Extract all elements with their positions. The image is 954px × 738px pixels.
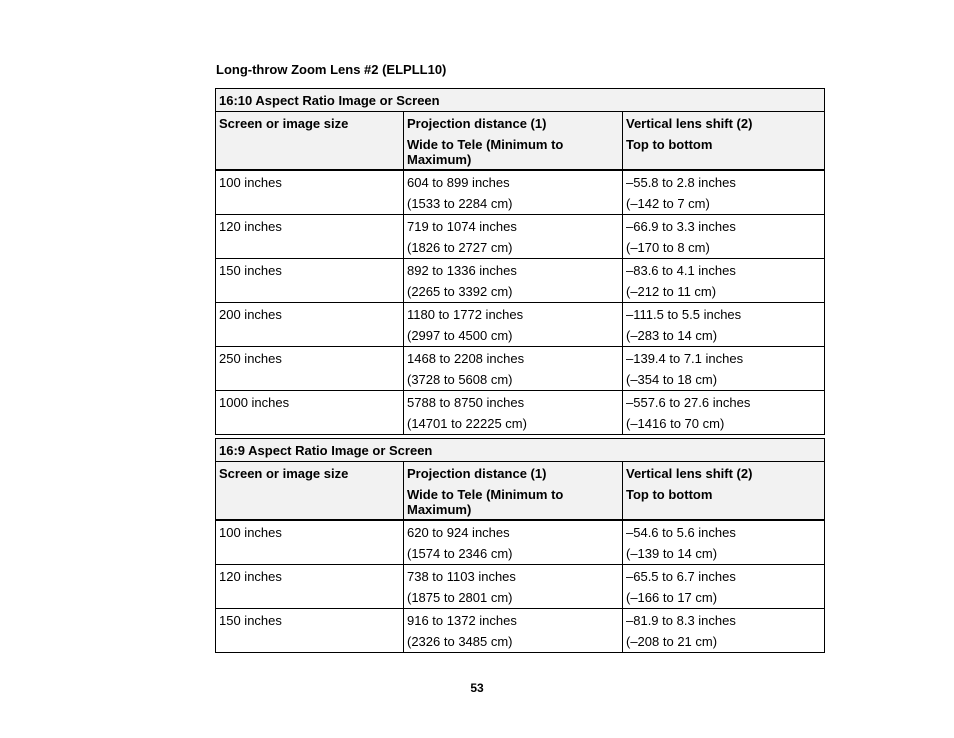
page-number: 53 (470, 681, 484, 695)
cell-screen-size (216, 215, 404, 259)
shift-inches: –65.5 to 6.7 inches (626, 569, 736, 584)
cell-lens-shift (623, 259, 825, 303)
column-header-projection-distance (404, 112, 623, 171)
table-caption: 16:9 Aspect Ratio Image or Screen (216, 439, 825, 462)
column-header-screen-size (216, 112, 404, 171)
cell-lens-shift (623, 215, 825, 259)
distance-cm: (1875 to 2801 cm) (407, 590, 513, 605)
distance-inches: 604 to 899 inches (407, 175, 510, 190)
cell-projection-distance (404, 170, 623, 215)
shift-inches: –66.9 to 3.3 inches (626, 219, 736, 234)
table-row (216, 520, 825, 565)
shift-inches: –139.4 to 7.1 inches (626, 351, 744, 366)
shift-inches: –83.6 to 4.1 inches (626, 263, 736, 278)
cell-projection-distance (404, 391, 623, 435)
shift-cm: (–139 to 14 cm) (626, 546, 718, 561)
shift-inches: –81.9 to 8.3 inches (626, 613, 736, 628)
shift-inches: –557.6 to 27.6 inches (626, 395, 751, 410)
table-row (216, 215, 825, 259)
column-header-lens-shift (623, 462, 825, 521)
cell-lens-shift (623, 609, 825, 653)
cell-projection-distance (404, 259, 623, 303)
table-row (216, 303, 825, 347)
header-text: Vertical lens shift (2) (626, 466, 753, 481)
cell-lens-shift (623, 565, 825, 609)
cell-lens-shift (623, 347, 825, 391)
screen-size-value: 100 inches (219, 175, 282, 190)
cell-screen-size (216, 609, 404, 653)
distance-cm: (1574 to 2346 cm) (407, 546, 513, 561)
distance-inches: 738 to 1103 inches (407, 569, 516, 584)
shift-cm: (–170 to 8 cm) (626, 240, 710, 255)
shift-cm: (–208 to 21 cm) (626, 634, 718, 649)
distance-cm: (1533 to 2284 cm) (407, 196, 513, 211)
distance-inches: 620 to 924 inches (407, 525, 510, 540)
header-subtext: Top to bottom (626, 487, 713, 502)
distance-cm: (2265 to 3392 cm) (407, 284, 513, 299)
distance-inches: 1180 to 1772 inches (407, 307, 524, 322)
screen-size-value: 150 inches (219, 613, 282, 628)
cell-screen-size (216, 520, 404, 565)
table-16-9-aspect (215, 438, 825, 653)
distance-cm: (14701 to 22225 cm) (407, 416, 527, 431)
cell-projection-distance (404, 215, 623, 259)
distance-cm: (3728 to 5608 cm) (407, 372, 513, 387)
header-subtext: Top to bottom (626, 137, 713, 152)
distance-inches: 719 to 1074 inches (407, 219, 517, 234)
header-subtext: Wide to Tele (Minimum to Maximum) (407, 487, 564, 517)
screen-size-value: 100 inches (219, 525, 282, 540)
table-row (216, 170, 825, 215)
cell-screen-size (216, 259, 404, 303)
header-text: Screen or image size (219, 116, 349, 131)
shift-cm: (–142 to 7 cm) (626, 196, 710, 211)
column-header-lens-shift (623, 112, 825, 171)
distance-cm: (2326 to 3485 cm) (407, 634, 513, 649)
header-text: Projection distance (1) (407, 466, 547, 481)
header-text: Screen or image size (219, 466, 349, 481)
distance-cm: (1826 to 2727 cm) (407, 240, 513, 255)
cell-projection-distance (404, 565, 623, 609)
column-header-screen-size (216, 462, 404, 521)
screen-size-value: 250 inches (219, 351, 282, 366)
shift-cm: (–354 to 18 cm) (626, 372, 718, 387)
shift-cm: (–212 to 11 cm) (626, 284, 717, 299)
shift-cm: (–1416 to 70 cm) (626, 416, 725, 431)
distance-cm: (2997 to 4500 cm) (407, 328, 513, 343)
header-subtext: Wide to Tele (Minimum to Maximum) (407, 137, 564, 167)
cell-projection-distance (404, 347, 623, 391)
cell-lens-shift (623, 170, 825, 215)
table-row (216, 259, 825, 303)
cell-lens-shift (623, 520, 825, 565)
cell-projection-distance (404, 609, 623, 653)
screen-size-value: 200 inches (219, 307, 282, 322)
table-16-10-aspect (215, 88, 825, 435)
column-header-projection-distance (404, 462, 623, 521)
screen-size-value: 120 inches (219, 219, 282, 234)
shift-inches: –54.6 to 5.6 inches (626, 525, 736, 540)
cell-screen-size (216, 303, 404, 347)
distance-inches: 5788 to 8750 inches (407, 395, 525, 410)
table-row (216, 347, 825, 391)
distance-inches: 1468 to 2208 inches (407, 351, 525, 366)
cell-projection-distance (404, 520, 623, 565)
header-text: Vertical lens shift (2) (626, 116, 753, 131)
distance-inches: 916 to 1372 inches (407, 613, 517, 628)
cell-lens-shift (623, 391, 825, 435)
table-row (216, 565, 825, 609)
screen-size-value: 150 inches (219, 263, 282, 278)
cell-lens-shift (623, 303, 825, 347)
distance-inches: 892 to 1336 inches (407, 263, 517, 278)
cell-projection-distance (404, 303, 623, 347)
table-caption: 16:10 Aspect Ratio Image or Screen (216, 89, 825, 112)
shift-cm: (–166 to 17 cm) (626, 590, 718, 605)
table-row (216, 609, 825, 653)
cell-screen-size (216, 347, 404, 391)
screen-size-value: 1000 inches (219, 395, 290, 410)
header-text: Projection distance (1) (407, 116, 547, 131)
section-title: Long-throw Zoom Lens #2 (ELPLL10) (216, 62, 447, 77)
cell-screen-size (216, 170, 404, 215)
screen-size-value: 120 inches (219, 569, 282, 584)
shift-inches: –111.5 to 5.5 inches (626, 307, 742, 322)
table-row (216, 391, 825, 435)
shift-cm: (–283 to 14 cm) (626, 328, 718, 343)
cell-screen-size (216, 391, 404, 435)
shift-inches: –55.8 to 2.8 inches (626, 175, 736, 190)
cell-screen-size (216, 565, 404, 609)
